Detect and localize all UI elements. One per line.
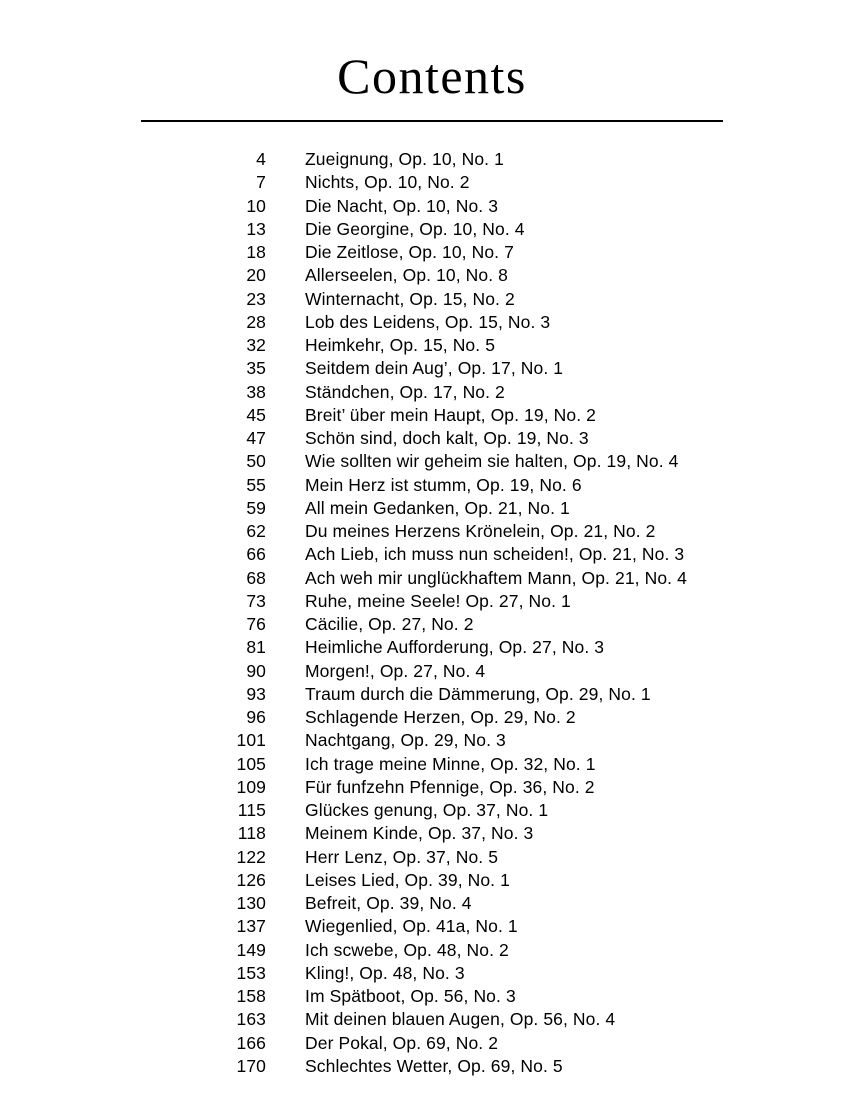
toc-entry-page-number: 130 [236, 893, 266, 913]
toc-entry-page-number: 13 [246, 218, 266, 239]
toc-entry-page-number: 4 [256, 149, 266, 169]
toc-entry-page-number: 7 [256, 172, 266, 193]
toc-entry[interactable] [141, 404, 741, 427]
toc-entry-title: Ständchen, Op. 17, No. 2 [305, 381, 505, 402]
toc-entry-title: Cäcilie, Op. 27, No. 2 [305, 614, 474, 634]
toc-entry-page-number: 32 [246, 335, 266, 355]
toc-entry[interactable] [141, 776, 741, 799]
toc-entry-title: Herr Lenz, Op. 37, No. 5 [305, 846, 499, 867]
toc-entry-page-number: 158 [236, 986, 266, 1006]
toc-entry-page-number: 20 [246, 265, 266, 286]
toc-entry-page-number: 101 [236, 730, 266, 751]
toc-entry-title: Morgen!, Op. 27, No. 4 [305, 660, 486, 681]
toc-entry[interactable] [141, 822, 741, 845]
toc-entry[interactable] [141, 474, 741, 497]
toc-entry[interactable] [141, 892, 741, 915]
toc-entry-title: Ruhe, meine Seele! Op. 27, No. 1 [305, 590, 571, 611]
toc-entry-page-number: 68 [246, 567, 266, 588]
toc-entry-page-number: 81 [246, 637, 266, 658]
toc-entry-page-number: 153 [236, 962, 266, 983]
toc-entry-title: Im Spätboot, Op. 56, No. 3 [305, 986, 516, 1006]
toc-entry-title: Ach Lieb, ich muss nun scheiden!, Op. 21, No. 3 [305, 544, 685, 565]
toc-entry-title: Schön sind, doch kalt, Op. 19, No. 3 [305, 428, 589, 448]
toc-entry[interactable] [141, 846, 741, 869]
toc-entry-page-number: 59 [246, 497, 266, 518]
toc-entry-page-number: 76 [246, 614, 266, 634]
toc-entry-title: Breit’ über mein Haupt, Op. 19, No. 2 [305, 404, 596, 425]
toc-entry-title: Die Zeitlose, Op. 10, No. 7 [305, 242, 514, 262]
toc-entry-title: Lob des Leidens, Op. 15, No. 3 [305, 311, 551, 332]
toc-entry-page-number: 55 [246, 474, 266, 495]
toc-entry-page-number: 166 [236, 1032, 266, 1053]
toc-entry[interactable] [141, 869, 741, 892]
toc-entry-title: Der Pokal, Op. 69, No. 2 [305, 1032, 499, 1053]
toc-entry[interactable] [141, 1032, 741, 1055]
toc-entry[interactable] [141, 148, 741, 171]
header-divider [141, 120, 723, 122]
toc-entry-title: Zueignung, Op. 10, No. 1 [305, 149, 504, 169]
toc-entry-title: All mein Gedanken, Op. 21, No. 1 [305, 497, 570, 518]
toc-entry-page-number: 109 [236, 776, 266, 797]
toc-entry[interactable] [141, 171, 741, 194]
toc-entry[interactable] [141, 543, 741, 566]
toc-entry-page-number: 45 [246, 404, 266, 425]
toc-entry-title: Winternacht, Op. 15, No. 2 [305, 288, 515, 309]
toc-entry[interactable] [141, 706, 741, 729]
toc-entry[interactable] [141, 962, 741, 985]
toc-entry-title: Allerseelen, Op. 10, No. 8 [305, 265, 508, 286]
toc-entry-page-number: 163 [236, 1009, 266, 1030]
toc-entry-page-number: 90 [246, 660, 266, 681]
toc-entry-title: Für funfzehn Pfennige, Op. 36, No. 2 [305, 776, 595, 797]
toc-entry[interactable] [141, 590, 741, 613]
page-title: Contents [337, 48, 527, 104]
toc-entry-title: Ich trage meine Minne, Op. 32, No. 1 [305, 753, 596, 774]
toc-entry-title: Seitdem dein Aug’, Op. 17, No. 1 [305, 358, 564, 379]
toc-entry[interactable] [141, 427, 741, 450]
toc-entry-page-number: 35 [246, 358, 266, 379]
toc-entry-page-number: 62 [246, 521, 266, 541]
toc-entry-title: Mein Herz ist stumm, Op. 19, No. 6 [305, 474, 582, 495]
toc-entry-title: Befreit, Op. 39, No. 4 [305, 893, 472, 913]
toc-entry-page-number: 38 [246, 381, 266, 402]
toc-entry-page-number: 73 [246, 590, 266, 611]
toc-entry[interactable] [141, 450, 741, 473]
toc-entry-title: Nachtgang, Op. 29, No. 3 [305, 730, 506, 751]
toc-entry-title: Die Georgine, Op. 10, No. 4 [305, 218, 525, 239]
toc-entry-page-number: 122 [236, 846, 266, 867]
toc-entry-page-number: 137 [236, 916, 266, 937]
toc-entry[interactable] [141, 567, 741, 590]
toc-entry[interactable] [141, 218, 741, 241]
toc-entry[interactable] [141, 381, 741, 404]
toc-entry[interactable] [141, 660, 741, 683]
toc-entry[interactable] [141, 497, 741, 520]
toc-entry-title: Schlechtes Wetter, Op. 69, No. 5 [305, 1055, 563, 1076]
toc-entry[interactable] [141, 683, 741, 706]
toc-entry-page-number: 149 [236, 939, 266, 960]
toc-entry[interactable] [141, 288, 741, 311]
toc-entry-title: Meinem Kinde, Op. 37, No. 3 [305, 823, 534, 844]
toc-entry-title: Du meines Herzens Krönelein, Op. 21, No. 2 [305, 521, 656, 541]
toc-entry[interactable] [141, 520, 741, 543]
toc-entry-page-number: 18 [246, 242, 266, 262]
toc-entry[interactable] [141, 939, 741, 962]
toc-entry-title: Die Nacht, Op. 10, No. 3 [305, 195, 499, 216]
toc-entry[interactable] [141, 613, 741, 636]
toc-entry-title: Heimkehr, Op. 15, No. 5 [305, 335, 496, 355]
toc-entry[interactable] [141, 241, 741, 264]
toc-entry-page-number: 126 [236, 869, 266, 890]
toc-entry[interactable] [141, 195, 741, 218]
toc-entry[interactable] [141, 357, 741, 380]
toc-entry-page-number: 93 [246, 683, 266, 704]
toc-entry-page-number: 115 [237, 800, 266, 820]
toc-entry-title: Wie sollten wir geheim sie halten, Op. 19, No. 4 [305, 451, 679, 472]
toc-entry-page-number: 66 [246, 544, 266, 565]
toc-entry[interactable] [141, 799, 741, 822]
toc-entry-title: Schlagende Herzen, Op. 29, No. 2 [305, 707, 576, 727]
toc-entry-title: Kling!, Op. 48, No. 3 [305, 962, 465, 983]
toc-entry[interactable] [141, 264, 741, 287]
toc-entry-page-number: 28 [246, 311, 266, 332]
toc-entry-title: Traum durch die Dämmerung, Op. 29, No. 1 [305, 683, 651, 704]
toc-entry-title: Heimliche Aufforderung, Op. 27, No. 3 [305, 637, 605, 658]
toc-entry[interactable] [141, 753, 741, 776]
toc-entry-title: Nichts, Op. 10, No. 2 [305, 172, 470, 193]
toc-entry-list [141, 148, 741, 1078]
toc-entry[interactable] [141, 636, 741, 659]
toc-entry-page-number: 23 [246, 288, 266, 309]
toc-entry-title: Glückes genung, Op. 37, No. 1 [305, 800, 549, 820]
toc-entry-title: Wiegenlied, Op. 41a, No. 1 [305, 916, 518, 937]
toc-entry-page-number: 10 [246, 195, 266, 216]
toc-entry[interactable] [141, 915, 741, 938]
toc-entry-page-number: 47 [246, 428, 266, 448]
toc-entry[interactable] [141, 985, 741, 1008]
toc-entry[interactable] [141, 1008, 741, 1031]
toc-entry[interactable] [141, 311, 741, 334]
toc-header [141, 48, 723, 104]
toc-entry[interactable] [141, 334, 741, 357]
toc-entry-title: Ach weh mir unglückhaftem Mann, Op. 21, No. 4 [305, 567, 687, 588]
toc-entry-page-number: 50 [246, 451, 266, 472]
toc-entry-page-number: 118 [237, 823, 266, 844]
toc-entry[interactable] [141, 729, 741, 752]
toc-entry-title: Leises Lied, Op. 39, No. 1 [305, 869, 510, 890]
toc-entry-page-number: 96 [246, 707, 266, 727]
toc-entry[interactable] [141, 1055, 741, 1078]
toc-entry-title: Ich scwebe, Op. 48, No. 2 [305, 939, 509, 960]
toc-entry-page-number: 170 [236, 1055, 266, 1076]
toc-entry-title: Mit deinen blauen Augen, Op. 56, No. 4 [305, 1009, 616, 1030]
toc-entry-page-number: 105 [236, 753, 266, 774]
